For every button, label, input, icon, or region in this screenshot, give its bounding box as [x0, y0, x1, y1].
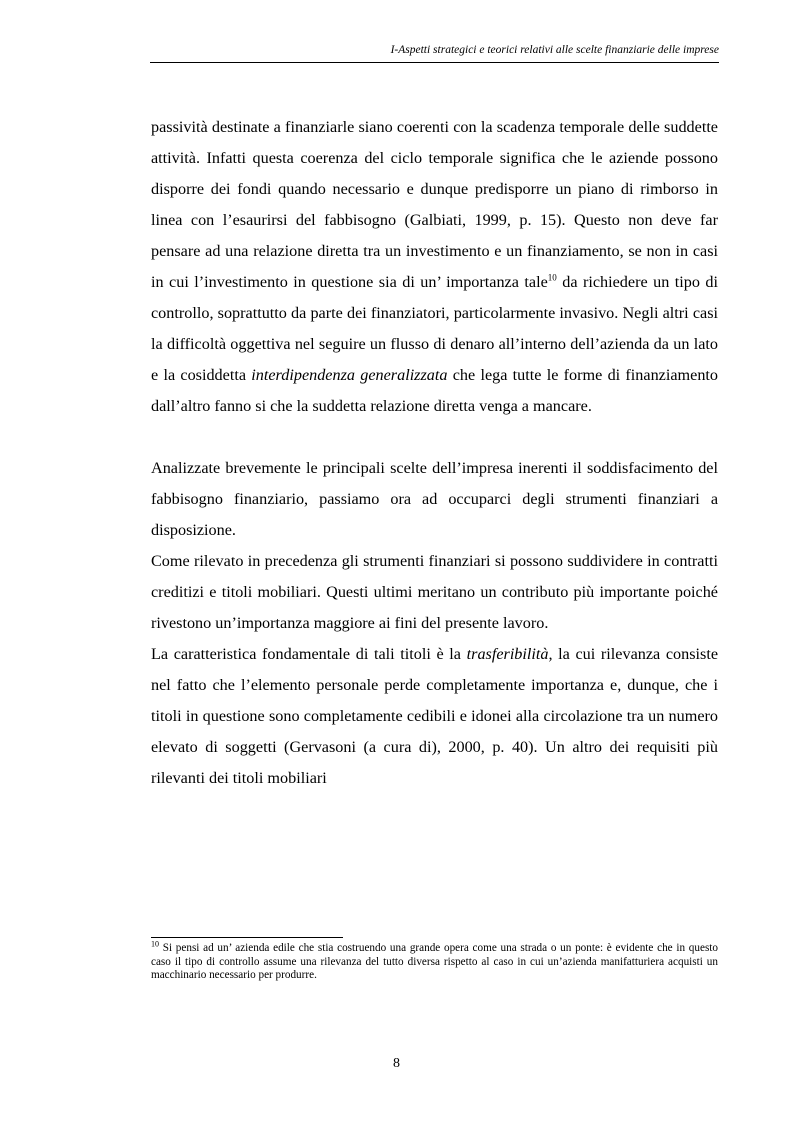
emphasis-trasferibilita: trasferibilità, [466, 645, 553, 663]
footnote-number: 10 [151, 939, 159, 949]
page-number: 8 [393, 1056, 400, 1071]
paragraph-1-part-c: che lega tutte le forme di finanziamento dall’altro fanno si che la suddetta relazione diretta venga a mancare. [151, 366, 719, 415]
paragraph-3: Come rilevato in precedenza gli strumenti finanziari si possono suddividere in contratti creditizi e titoli mobiliari. Questi ultimi meritano un contributo più importante poiché rivestono un’importanza maggiore ai fini del presente lavoro. [151, 552, 718, 632]
emphasis-interdipendenza: interdipendenza generalizzata [251, 366, 448, 384]
footnote-10 [151, 939, 718, 983]
footnote-rule [151, 937, 343, 938]
paragraph-1-part-b: da richiedere un tipo di controllo, soprattutto da parte dei finanziatori, particolarmente invasivo. Negli altri casi la difficoltà oggettiva nel seguire un flusso di denaro all’interno dell’azienda da un lato e la cosiddetta [151, 273, 718, 384]
paragraph-1 [151, 112, 718, 422]
paragraph-1-part-a: passività destinate a finanziarle siano coerenti con la scadenza temporale delle suddette attività. Infatti questa coerenza del ciclo temporale significa che le aziende possono disporre dei fondi quando necessario e dunque predisporre un piano di rimborso in linea con l’esaurirsi del fabbisogno (Galbiati, 1999, p. 15). Questo non deve far pensare ad una relazione diretta tra un investimento e un finanziamento, se non in casi in cui l’investimento in questione sia di un’ importanza tale [151, 118, 718, 291]
body-text [151, 112, 718, 794]
running-header: I-Aspetti strategici e teorici relativi alle scelte finanziarie delle imprese [390, 44, 719, 56]
paragraph-4-part-a: La caratteristica fondamentale di tali titoli è la [151, 645, 467, 663]
footnote-text: Si pensi ad un’ azienda edile che stia costruendo una grande opera come una strada o un ponte: è evidente che in questo caso il tipo di controllo assume una rilevanza del tutto diversa rispetto al caso in cui un’azienda manifatturiera acquisti un macchinario necessario per produrre. [151, 942, 718, 981]
paragraph-2: Analizzate brevemente le principali scelte dell’impresa inerenti il soddisfacimento del fabbisogno finanziario, passiamo ora ad occuparci degli strumenti finanziari a disposizione. [151, 459, 718, 539]
paragraph-4 [151, 639, 718, 794]
paragraph-4-part-b: la cui rilevanza consiste nel fatto che l’elemento personale perde completamente importanza e, dunque, che i titoli in questione sono completamente cedibili e idonei alla circolazione tra un numero elevato di soggetti (Gervasoni (a cura di), 2000, p. 40). Un altro dei requisiti più rilevanti dei titoli mobiliari [151, 645, 719, 787]
header-rule [150, 62, 719, 63]
footnote-ref-10[interactable]: 10 [547, 272, 557, 283]
